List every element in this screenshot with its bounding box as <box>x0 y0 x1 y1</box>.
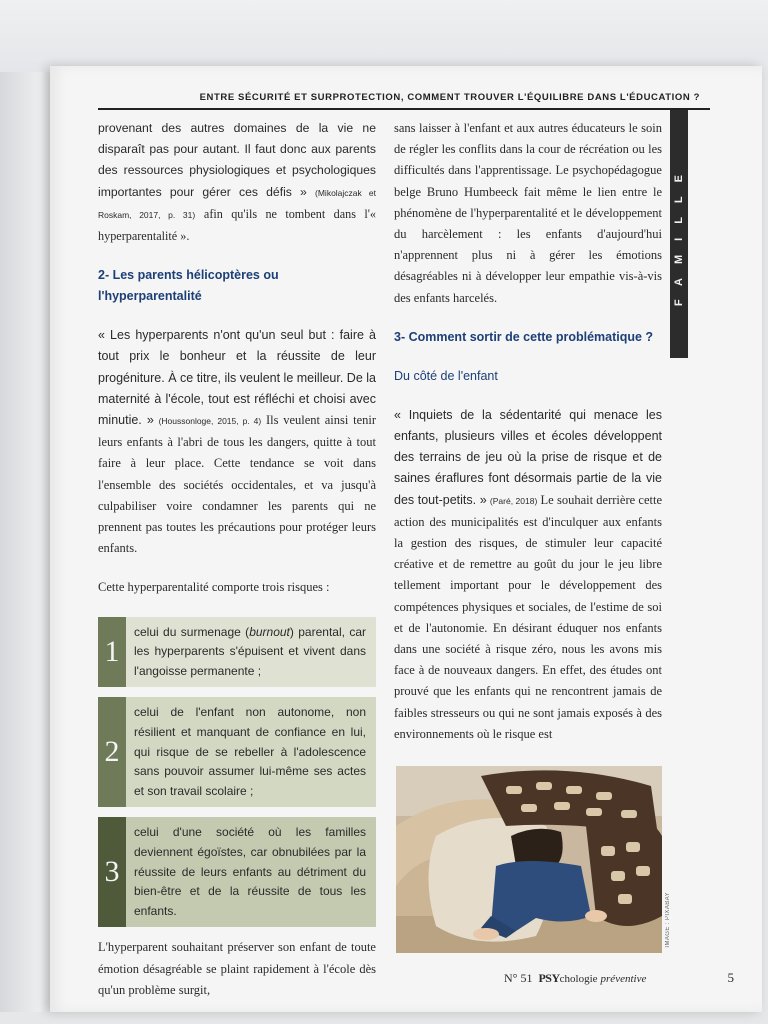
intro-text: provenant des autres domaines de la vie ne disparaît pas pour autant. Il faut donc aux parents des ressources physiologiques et psychologiques importantes pour gérer ces défis » <box>98 121 376 199</box>
risk-item <box>98 817 376 927</box>
section-heading-3: 3- Comment sortir de cette problématique ? <box>394 329 654 344</box>
issue-number: N° 51 <box>504 971 533 985</box>
risks-intro: Cette hyperparentalité comporte trois risques : <box>98 580 330 595</box>
page-number: 5 <box>727 970 734 985</box>
risk-number: 1 <box>98 617 126 688</box>
intro-citation: (Mikolajczak et Roskam, 2017, p. 31) <box>98 187 377 220</box>
magazine-logo-psy: PSY <box>538 971 560 985</box>
magazine-logo-preventive: préventive <box>600 973 647 985</box>
right-column <box>394 118 662 745</box>
section-tab-label: FAMILLE <box>673 161 685 307</box>
magazine-logo-chologie: chologie <box>559 973 598 985</box>
playground-citation: (Paré, 2018) <box>489 495 538 506</box>
section-tab <box>670 110 688 358</box>
hyperparent-paragraph <box>98 325 376 559</box>
hyperparent-text: Ils veulent ainsi tenir leurs enfants à l'abri de tous les dangers, quitte à tout faire à leur place. Cette tendance se voit dans l'ensemble des sociétés occidentales, et va jusqu'à culpabiliser voire condamner les parents qui ne prennent pas toutes les précautions pour protéger leurs enfants. <box>98 413 377 556</box>
section-heading-2: 2- Les parents hélicoptères ou l'hyperparentalité <box>98 268 279 304</box>
risk-text: celui du surmenage (burnout) parental, car les hyperparents s'épuisent et vivent dans l'angoisse permanente ; <box>134 624 366 678</box>
continued-paragraph: sans laisser à l'enfant et aux autres éducateurs le soin de régler les conflits dans la cour de récréation ou les difficultés dans l'apprentissage. Le psychopédagogue belge Bruno Humbeeck fait même le lien entre le phénomène de l'hyperparentalité et le développement du harcèlement : les enfants d'aujourd'hui n'apprennent plus ni à gérer les émotions désagréables ni à développer leur empathie vis-à-vis des enfants harcelés. <box>394 121 662 305</box>
running-head: ENTRE SÉCURITÉ ET SURPROTECTION, COMMENT TROUVER L'ÉQUILIBRE DANS L'ÉDUCATION ? <box>98 92 710 110</box>
photo-illustration <box>396 766 662 953</box>
intro-paragraph <box>98 118 376 247</box>
hyperparent-citation: (Houssonloge, 2015, p. 4) <box>158 416 262 427</box>
intro-text-end: afin qu'ils ne tombent dans l'« hyperparentalité ». <box>98 206 377 244</box>
risk-text: celui de l'enfant non autonome, non résilient et manquant de confiance en lui, qui risque de se rebeller à l'adolescence sans pouvoir assumer lui-même ses actes et son travail scolaire ; <box>134 705 366 798</box>
magazine-page <box>50 66 762 1012</box>
playground-quote: « Inquiets de la sédentarité qui menace les enfants, plusieurs villes et écoles développent des terrains de jeu où la prise de risque et de saines éraflures font désormais partie de la vie des tout-petits. » <box>394 407 662 507</box>
photo-credit: IMAGE : PIXABAY <box>665 892 671 948</box>
risk-item <box>98 617 376 688</box>
playground-text: Le souhait derrière cette action des municipalités est d'inculquer aux enfants la gestion des risques, de stimuler leur capacité créative et de remettre au goût du jour le jeu libre tellement important pour le développement des compétences physiques et sociales, de l'estime de soi et de l'autonomie. En désirant éduquer nos enfants dans une société à risque zéro, nous les avons mis face à de nouveaux dangers. En effet, des études ont prouvé que les enfants qui ne rencontrent jamais de faibles stresseurs ou qui ne sont jamais exposés à des environnements où le risque est <box>394 492 663 741</box>
hyperparent-quote: « Les hyperparents n'ont qu'un seul but : faire à tout prix le bonheur et la réussite de leur progéniture. À ce titre, ils veulent le meilleur. De la maternité à l'école, tout est réfléchi et choisi avec minutie. » <box>98 328 376 428</box>
playground-paragraph <box>394 405 662 745</box>
left-column <box>98 118 376 1001</box>
closing-paragraph: L'hyperparent souhaitant préserver son enfant de toute émotion désagréable se plaint rapidement à l'école dès qu'un problème surgit, <box>98 940 376 997</box>
subheading-child: Du côté de l'enfant <box>394 368 498 383</box>
risk-item <box>98 697 376 807</box>
risk-text: celui d'une société où les familles deviennent égoïstes, car obnubilées par la réussite de leurs enfants au détriment du bien-être et de la réussite de tous les enfants. <box>134 825 366 918</box>
page-footer <box>504 970 734 990</box>
risk-number: 3 <box>98 817 126 927</box>
risk-number: 2 <box>98 697 126 807</box>
child-hiding-photo <box>396 766 662 953</box>
